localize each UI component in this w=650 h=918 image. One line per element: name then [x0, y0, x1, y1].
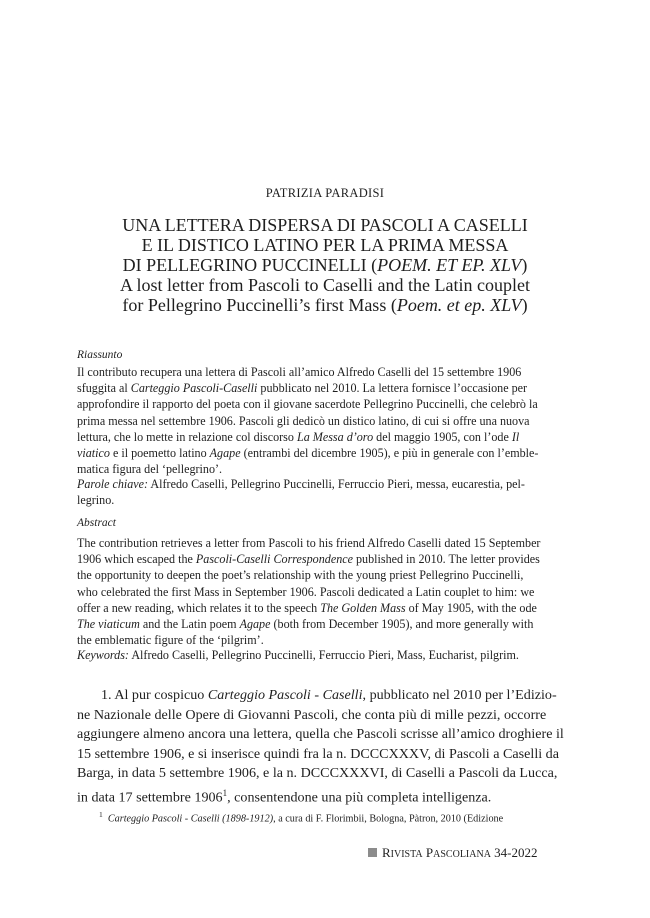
keywords: Keywords: Alfredo Caselli, Pellegrino Puccinelli, Ferruccio Pieri, Mass, Eucharist, pilgrim.: [77, 648, 519, 662]
footer-issue: 34-2022: [494, 845, 538, 860]
riassunto-heading: Riassunto: [77, 349, 123, 361]
author-name: PATRIZIA PARADISI: [265, 186, 385, 200]
body-paragraph: 1. Al pur cospicuo Carteggio Pascoli - Caselli, pubblicato nel 2010 per l’Edizio- ne Nazionale delle Opere di Giovanni Pascoli, che conta più di mille pezzi, occorre aggiungere almeno ancora una lettera, quella che Pascoli scrisse all’amico droghiere il 15 settembre 1906, e si inserisce quindi fra la n. DCCCXXXV, di Pascoli a Caselli da Barga, in data 5 settembre 1906, e la n. DCCCXXXVI, di Caselli a Pascoli da Lucca, in data 17 settembre 1906$^1$, consentendone una più completa intelligenza.: [77, 687, 564, 806]
abstract-heading: Abstract: [77, 517, 116, 529]
parole-chiave: Parole chiave: Alfredo Caselli, Pellegrino Puccinelli, Ferruccio Pieri, messa, eucarestia, pel- legrino.: [77, 477, 525, 508]
footer-square-icon: [368, 848, 377, 857]
footnote-ref[interactable]: 1: [222, 787, 228, 798]
riassunto-text: Il contributo recupera una lettera di Pascoli all’amico Alfredo Caselli del 15 settembre 1906 sfuggita al Carteggio Pascoli-Caselli pubblicato nel 2010. La lettera fornisce l’occasione per approfondire il rapporto del poeta con il giovane sacerdote Pellegrino Puccinelli, che celebrò la prima messa nel settembre 1906. Pascoli gli dedicò un distico latino, di cui si offre una nuova lettura, che lo mette in relazione col discorso La Messa d’oro del maggio 1905, con l’ode Il viatico e il poemetto latino Agape (entrambi del dicembre 1905), e più in generale con l’emble- matica figura del ‘pellegrino’.: [77, 365, 539, 477]
footnote-number: 1: [99, 810, 103, 819]
title-it-line-3: DI PELLEGRINO PUCCINELLI (POEM. ET EP. XLV): [122, 255, 528, 275]
footnote: $^1$ Carteggio Pascoli - Caselli (1898-1912), a cura di F. Florimbii, Bologna, Pàtron, 2010 (Edizione: [99, 810, 504, 825]
title-en-line-1: A lost letter from Pascoli to Caselli and the Latin couplet: [120, 275, 530, 295]
title-it-reference: POEM. ET EP. XLV: [377, 255, 522, 275]
title-en-reference: Poem. et ep. XLV: [396, 295, 522, 315]
title-it-line-1: UNA LETTERA DISPERSA DI PASCOLI A CASELLI: [122, 215, 528, 235]
article-title: [60, 215, 590, 315]
title-it-line-2: E IL DISTICO LATINO PER LA PRIMA MESSA: [141, 235, 509, 255]
keywords-label: Keywords:: [77, 648, 129, 662]
title-en-line-2: for Pellegrino Puccinelli’s first Mass (Poem. et ep. XLV): [122, 295, 528, 315]
abstract-text: The contribution retrieves a letter from Pascoli to his friend Alfredo Caselli dated 15 September 1906 which escaped the Pascoli-Caselli Correspondence published in 2010. The letter provides the opportunity to deepen the poet’s relationship with the young priest Pellegrino Puccinelli, who celebrated the first Mass in September 1906. Pascoli dedicated a Latin couplet to him: we offer a new reading, which relates it to the speech The Golden Mass of May 1905, with the ode The viaticum and the Latin poem Agape (both from December 1905), and more generally with the emblematic figure of the ‘pilgrim’.: [77, 536, 541, 648]
parole-chiave-label: Parole chiave:: [77, 477, 149, 491]
journal-footer: RIVISTA PASCOLIANA 34-2022: [368, 845, 538, 861]
